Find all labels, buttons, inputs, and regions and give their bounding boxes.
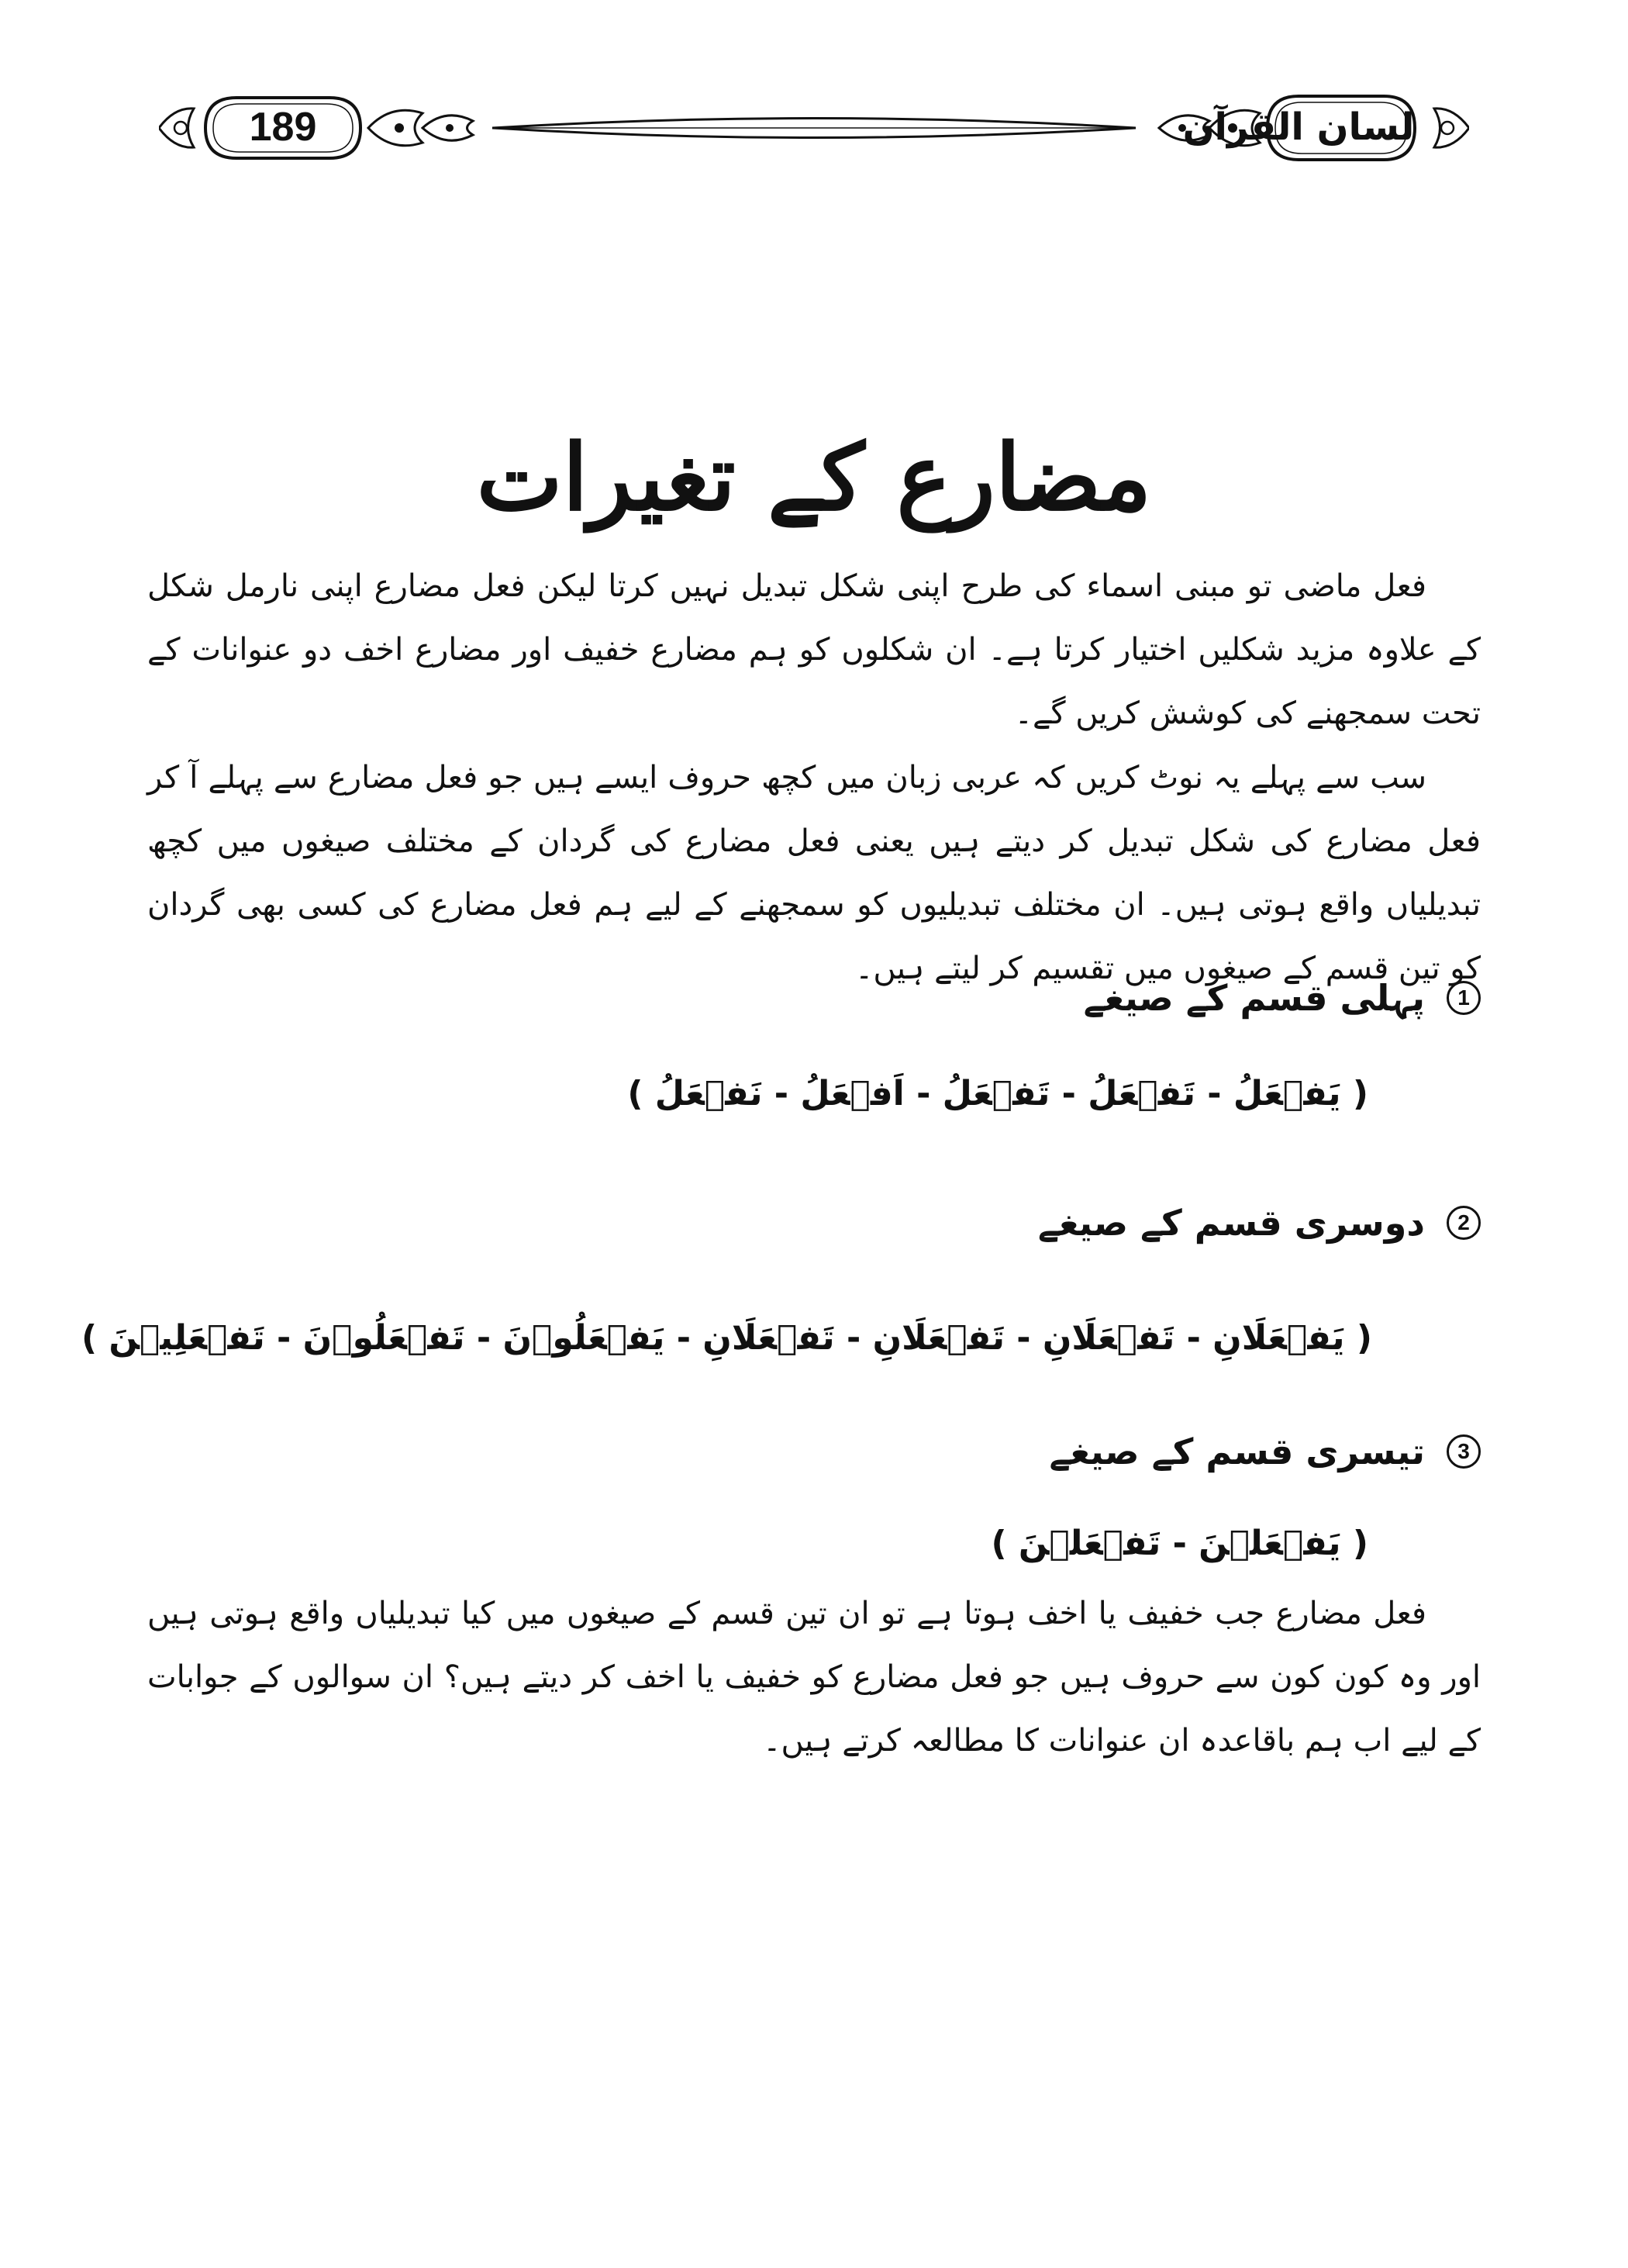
- page-number: 189: [249, 105, 317, 150]
- section-heading-2: [1038, 1202, 1481, 1244]
- intro-section: [147, 554, 1481, 745]
- verb-forms-1: ( یَفۡعَلُ - تَفۡعَلُ - تَفۡعَلُ - اَفۡعَلُ - نَفۡعَلُ ): [627, 1074, 1368, 1113]
- section-number-badge: 3: [1447, 1434, 1481, 1469]
- section-heading-3: [1049, 1431, 1481, 1472]
- intro-paragraph-1: [147, 554, 1481, 745]
- section-heading-text: دوسری قسم کے صیغے: [1037, 1202, 1425, 1244]
- section-heading-text: پہلی قسم کے صیغے: [1083, 977, 1425, 1019]
- outro-paragraph-text: فعل مضارع جب خفیف یا اخف ہوتا ہے تو ان تین قسم کے صیغوں میں کیا تبدیلیاں واقع ہوتی ہیں اور وہ کون کون سے حروف ہیں جو فعل مضارع کو خفیف یا اخف کر دیتے ہیں؟ ان سوالوں کے جوابات کے لیے اب ہم باقاعدہ ان عنوانات کا مطالعہ کرتے ہیں۔: [147, 1596, 1481, 1759]
- section-heading-text: تیسری قسم کے صیغے: [1049, 1431, 1425, 1472]
- verb-forms-3: ( یَفۡعَلۡنَ - تَفۡعَلۡنَ ): [991, 1524, 1368, 1563]
- book-title: لسان القرآن: [1182, 105, 1415, 149]
- intro-paragraph-2-text: سب سے پہلے یہ نوٹ کریں کہ عربی زبان میں کچھ حروف ایسے ہیں جو فعل مضارع سے پہلے آ کر فعل مضارع کی شکل تبدیل کر دیتے ہیں یعنی فعل مضارع کی گردان کے مختلف صیغوں میں کچھ تبدیلیاں واقع ہوتی ہیں۔ ان مختلف تبدیلیوں کو سمجھنے کے لیے ہم فعل مضارع کی کسی بھی گردان کو تین قسم کے صیغوں میں تقسیم کر لیتے ہیں۔: [147, 760, 1481, 986]
- intro-paragraph-1-text: فعل ماضی تو مبنی اسماء کی طرح اپنی شکل تبدیل نہیں کرتا لیکن فعل مضارع اپنی نارمل شکل کے علاوہ مزید شکلیں اختیار کرتا ہے۔ ان شکلوں کو ہم مضارع خفیف اور مضارع اخف دو عنوانات کے تحت سمجھنے کی کوشش کریں گے۔: [147, 568, 1481, 731]
- verb-forms-2: ( یَفۡعَلَانِ - تَفۡعَلَانِ - تَفۡعَلَانِ - تَفۡعَلَانِ - یَفۡعَلُوۡنَ - تَفۡعَلُوۡنَ - تَفۡعَلِیۡنَ ): [81, 1318, 1372, 1358]
- page-header: [159, 91, 1469, 165]
- intro-paragraph-2: [147, 746, 1481, 1000]
- section-number-badge: 2: [1447, 1206, 1481, 1240]
- outro-section: [147, 1582, 1481, 1773]
- intro-section-2: [147, 746, 1481, 1000]
- section-number-badge: 1: [1447, 981, 1481, 1015]
- section-heading-1: [1084, 977, 1481, 1019]
- outro-paragraph: [147, 1582, 1481, 1773]
- chapter-title: مضارع کے تغیرات: [476, 423, 1152, 531]
